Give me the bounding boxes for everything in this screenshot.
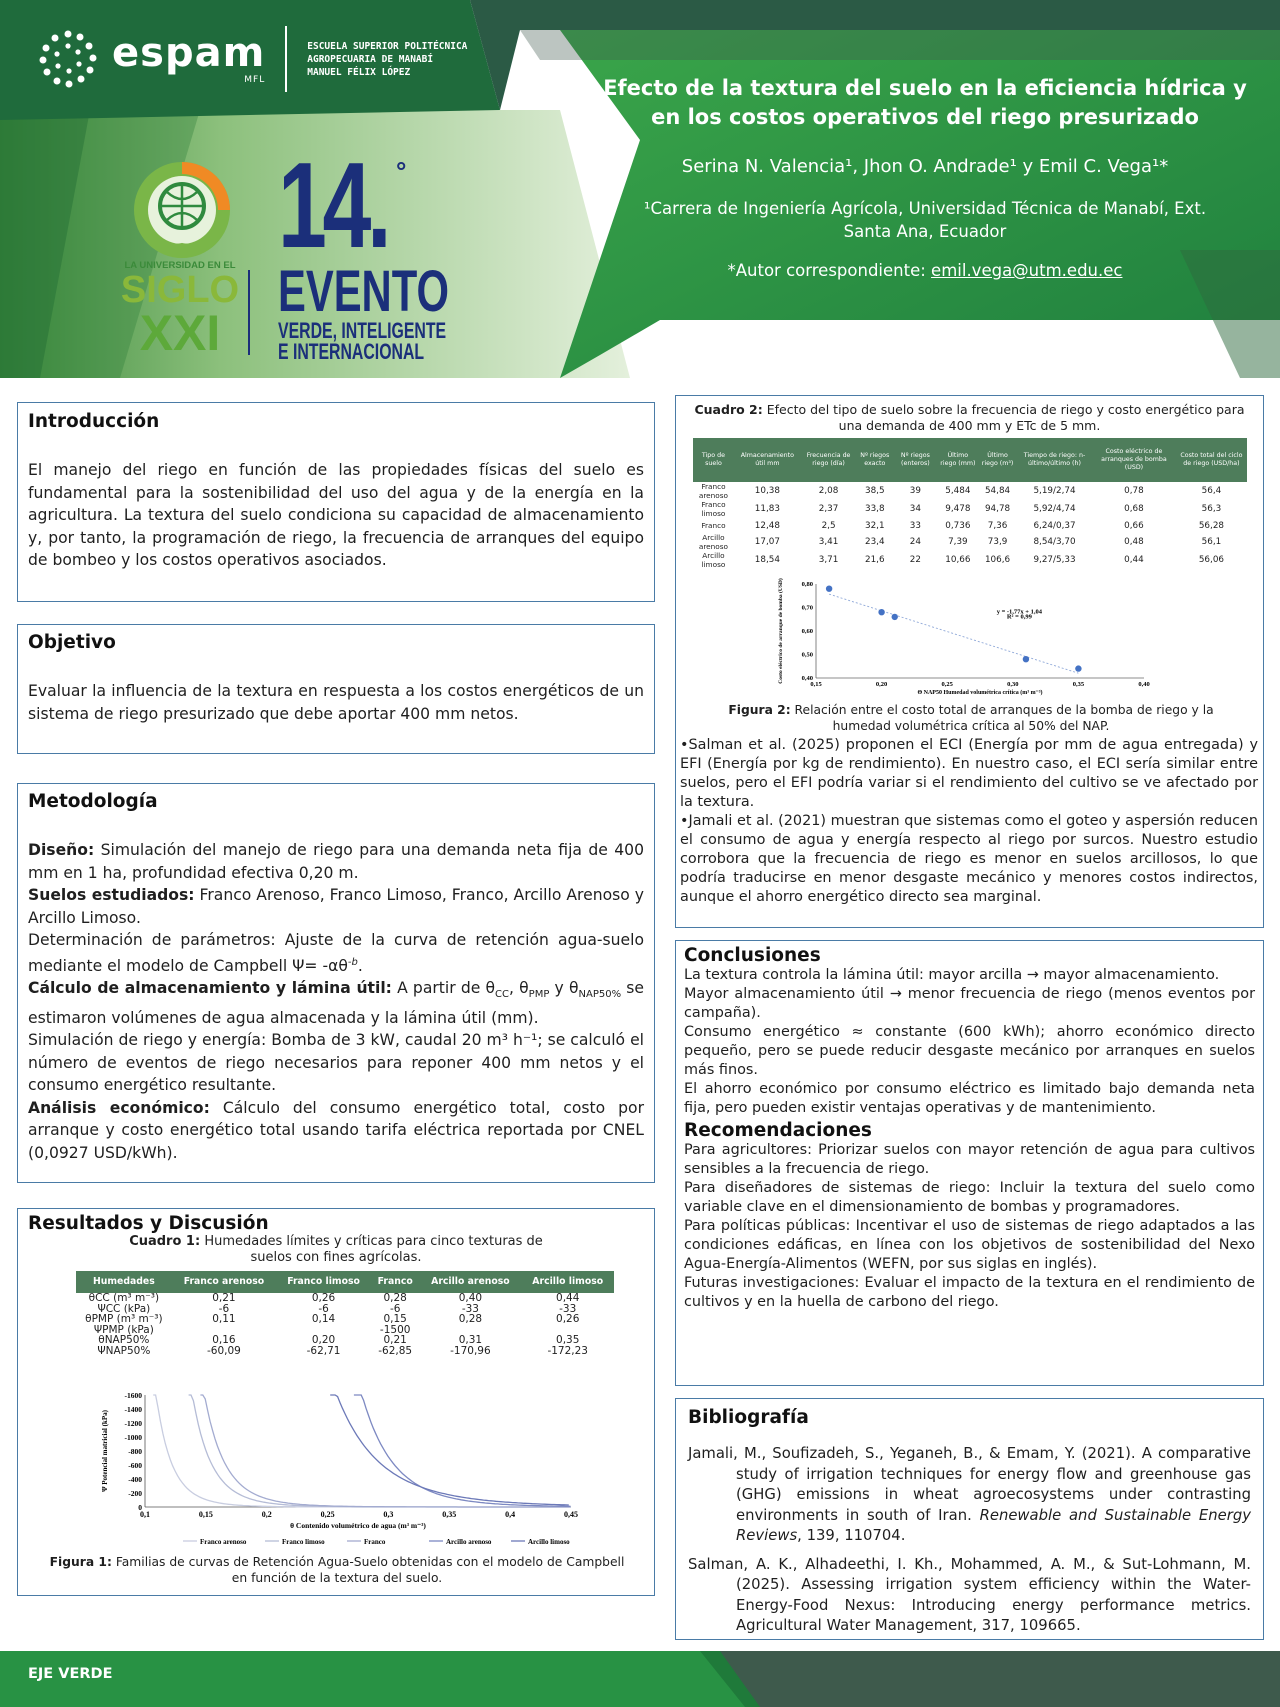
table-cell: 0,21 xyxy=(383,1334,407,1347)
authors: Serina N. Valencia¹, Jhon O. Andrade¹ y Emil C. Vega¹* xyxy=(681,156,1169,177)
method-economic xyxy=(28,1097,644,1165)
table1-caption-text: Humedades límites y críticas para cinco texturas de suelos con fines agrícolas. xyxy=(200,1234,543,1265)
discussion-paragraph-1: •Salman et al. (2025) proponen el ECI (Energía por mm de agua entregada) y EFI (Energía por kg de rendimiento). En nuestro caso, el ECI sería similar entre suelos, pero el EFI podría variar si el rendimiento del cultivo se ve afectado por la textura. xyxy=(680,737,1258,810)
table-cell: ΨCC (kPa) xyxy=(97,1302,151,1315)
poster-title xyxy=(590,74,1260,132)
table2-caption-text: Efecto del tipo de suelo sobre la frecuencia de riego y costo energético para una demanda de 400 mm y ETc de 5 mm. xyxy=(762,402,1245,433)
intro-section xyxy=(17,402,655,602)
table-cell: 12,48 xyxy=(754,520,780,531)
table-cell: 73,9 xyxy=(987,537,1008,547)
discussion-text xyxy=(680,736,1258,907)
table-row xyxy=(76,1314,614,1325)
table-row xyxy=(693,500,1247,518)
logo-wordmark: espam xyxy=(112,30,266,76)
storage-text-3: y θ xyxy=(549,979,579,998)
y-tick-label: -1400 xyxy=(124,1405,142,1414)
table-cell: 0,78 xyxy=(1124,486,1144,496)
table-cell: 56,06 xyxy=(1198,555,1225,565)
objective-text: Evaluar la influencia de la textura en respuesta a los costos energéticos de un sistema de riego presurizado que debe aportar 400 mm netos. xyxy=(28,682,644,723)
trend-line xyxy=(829,594,1078,673)
x-tick-label: 0,3 xyxy=(383,1510,394,1519)
table-header-cell: Franco limoso xyxy=(276,1271,371,1293)
table-header-cell: Almacenamiento útil mm xyxy=(734,438,801,482)
conclusion-item: Consumo energético ≈ constante (600 kWh); ahorro económico directo pequeño, pero se puede reducir desgaste mecánico por arranques en suelos más finos. xyxy=(684,1024,1255,1078)
legend-label: Franco arenoso xyxy=(200,1538,247,1546)
table2-label: Cuadro 2: xyxy=(694,402,763,417)
table-cell: 2,5 xyxy=(821,520,836,531)
table-row xyxy=(693,551,1247,569)
y-tick-label: -800 xyxy=(128,1447,142,1456)
table-cell: 0,11 xyxy=(212,1313,236,1326)
logo-divider xyxy=(285,26,287,92)
table-cell: -172,23 xyxy=(547,1344,588,1357)
table-cell: 56,28 xyxy=(1198,520,1225,531)
x-tick-label: 0,45 xyxy=(564,1510,578,1519)
espam-logo xyxy=(38,26,467,92)
table-row xyxy=(76,1325,614,1336)
table-header-cell: Nº riegos (enteros) xyxy=(893,438,937,482)
footer-band xyxy=(0,1651,1280,1707)
y-tick-label: 0,50 xyxy=(801,651,813,659)
poster-header xyxy=(0,0,1280,378)
table-cell: 23,4 xyxy=(864,537,885,547)
poster-title-block xyxy=(590,74,1260,280)
recommendations-list xyxy=(684,1141,1255,1312)
trend-equation: y = -1,77x + 1,04 xyxy=(996,608,1043,616)
storage-text-4: se estimaron volúmenes de agua almacenada y la lámina útil (mm). xyxy=(28,979,644,1027)
y-tick-label: -600 xyxy=(128,1461,142,1470)
y-tick-label: -1200 xyxy=(124,1419,142,1428)
table-cell: 0,48 xyxy=(1124,537,1144,547)
table-header-cell: Arcillo arenoso xyxy=(419,1271,521,1293)
methodology-heading: Metodología xyxy=(28,791,158,812)
table-cell: 33,8 xyxy=(864,504,885,514)
discussion-paragraph-2: •Jamali et al. (2021) muestran que sistemas como el goteo y aspersión reducen el consumo de agua y energía respecto al riego por surcos. Nuestro estudio corrobora que la frecuencia de riego es menor en suelos arcillosos, lo que podría traducirse en menor desgaste mecánico y menores costos indirectos, aunque el ahorro energético directo sea marginal. xyxy=(680,813,1258,905)
table-cell: θPMP (m³ m⁻³) xyxy=(85,1313,163,1326)
ref1-main: Jamali, M., Soufizadeh, S., Yeganeh, B., & Emam, Y. (2021). A comparative study of irrigation techniques for energy flow and greenhouse gas (GHG) emissions in wheat agroecosystems under contrasting environments in south of Iran. xyxy=(688,1445,1251,1524)
table-cell: -62,85 xyxy=(378,1344,413,1357)
reference-item xyxy=(688,1444,1251,1547)
table-cell: 0,31 xyxy=(458,1334,483,1347)
series-line xyxy=(189,1395,571,1507)
objective-heading: Objetivo xyxy=(28,632,116,653)
y-axis-label: Costo eléctrico de arranque de bomba (USD) xyxy=(778,578,784,684)
ref1-end: , 139, 110704. xyxy=(797,1527,906,1544)
corr-email-link[interactable]: emil.vega@utm.edu.ec xyxy=(931,261,1123,280)
x-tick-label: 0,2 xyxy=(261,1510,272,1519)
school-line-2: AGROPECUARIA DE MANABÍ xyxy=(307,53,434,65)
table-header-cell: Costo total del ciclo de riego (USD/ha) xyxy=(1176,438,1247,482)
table-cell: 0,35 xyxy=(556,1334,580,1347)
table-cell: 34 xyxy=(909,504,921,514)
title-line-2: en los costos operativos del riego presurizado xyxy=(651,105,1199,129)
table-cell: ΨPMP (kPa) xyxy=(93,1323,154,1336)
figure2-chart xyxy=(768,576,1148,696)
table-cell: 2,37 xyxy=(818,504,839,514)
table-cell: Franco arenoso xyxy=(698,482,729,500)
table-row xyxy=(693,482,1247,500)
table-row xyxy=(76,1335,614,1346)
table-header-cell: Arcillo limoso xyxy=(521,1271,614,1293)
table-cell: 0,15 xyxy=(383,1313,407,1326)
table-cell: 33 xyxy=(909,520,921,531)
table-cell: -170,96 xyxy=(450,1344,491,1357)
badge-top-text: LA UNIVERSIDAD EN EL xyxy=(124,260,236,271)
design-text: Simulación del manejo de riego para una demanda neta fija de 400 mm en 1 ha, profundidad efectiva 0,20 m. xyxy=(28,841,644,882)
table-cell: 3,71 xyxy=(818,555,839,565)
table2 xyxy=(693,438,1247,569)
series-line xyxy=(153,1395,569,1507)
y-tick-label: 0 xyxy=(138,1503,142,1512)
table-cell: -6 xyxy=(318,1302,329,1315)
table-cell: Arcillo limoso xyxy=(701,551,726,569)
x-tick-label: 0,20 xyxy=(875,681,888,688)
table-cell: 0,44 xyxy=(1124,555,1144,565)
reference-list xyxy=(688,1444,1251,1637)
corresponding-author xyxy=(590,261,1260,280)
table-cell: 0,28 xyxy=(383,1292,407,1305)
table-cell: θCC (m³ m⁻³) xyxy=(88,1292,160,1305)
y-tick-label: -400 xyxy=(128,1475,142,1484)
table-cell: 0,68 xyxy=(1124,504,1144,514)
economic-text: Cálculo del consumo energético total, costo por arranque y costo energético total usando tarifa eléctrica reportada por CNEL (0,0927 USD/kWh). xyxy=(28,1098,644,1162)
y-tick-label: -200 xyxy=(128,1489,142,1498)
event-sub-1: VERDE, INTELIGENTE xyxy=(278,318,447,343)
table-header-cell: Humedades xyxy=(76,1271,172,1293)
conclusion-item: El ahorro económico por consumo eléctrico es limitado bajo demanda neta fija, pero pueden existir ventajas operativas y de mantenimiento. xyxy=(684,1081,1255,1116)
table-cell: 0,40 xyxy=(458,1292,483,1305)
y-tick-label: -1000 xyxy=(124,1433,142,1442)
table-cell: 22 xyxy=(909,555,921,565)
table-cell: 18,54 xyxy=(754,555,780,565)
affiliation-line-2: Santa Ana, Ecuador xyxy=(843,222,1007,241)
table-cell: -6 xyxy=(218,1302,230,1315)
table-header-cell: Último riego (m³) xyxy=(978,438,1017,482)
reference-item: Salman, A. K., Alhadeethi, I. Kh., Mohammed, A. M., & Sut-Lohmann, M. (2025). Assessing irrigation system efficiency within the Water-Energy-Food Nexus: Introducing energy performance metrics. Agricultural Water Management, 317, 109665. xyxy=(688,1555,1251,1634)
logo-sub: MFL xyxy=(244,75,266,85)
storage-label: Cálculo de almacenamiento y lámina útil: xyxy=(28,979,392,998)
fig2-caption-text: Relación entre el costo total de arranques de la bomba de riego y la humedad volumétrica crítica al 50% del NAP. xyxy=(790,703,1214,733)
school-line-1: ESCUELA SUPERIOR POLITÉCNICA xyxy=(307,40,468,52)
table-cell: 5,92/4,74 xyxy=(1033,504,1076,514)
espam-dots-icon xyxy=(38,29,98,89)
table-cell: 3,41 xyxy=(818,537,839,547)
table-cell: 32,1 xyxy=(864,520,885,531)
table-cell: 2,08 xyxy=(818,486,839,496)
table-cell: 0,14 xyxy=(311,1313,336,1326)
x-tick-label: 0,25 xyxy=(941,681,953,688)
table-cell: -6 xyxy=(389,1302,401,1315)
x-tick-label: 0,25 xyxy=(320,1510,335,1519)
fig2-label: Figura 2: xyxy=(728,703,791,717)
table-cell: -33 xyxy=(559,1302,577,1315)
design-label: Diseño: xyxy=(28,841,95,859)
table-header-cell: Nº riegos exacto xyxy=(856,438,893,482)
intro-heading: Introducción xyxy=(28,411,160,432)
affiliation xyxy=(590,197,1260,243)
recommendation-item: Para políticas públicas: Incentivar el uso de sistemas de riego adaptados a las condiciones edáficas, en línea con los objetivos de sostenibilidad del Nexo Agua-Energía-Alimentos (WEFN, por sus siglas en inglés). xyxy=(684,1218,1255,1272)
economic-label: Análisis económico: xyxy=(28,1098,210,1117)
recommendation-item: Futuras investigaciones: Evaluar el impacto de la textura en el rendimiento de cultivos y en la huella de carbono del riego. xyxy=(684,1275,1255,1310)
table-cell: 5,19/2,74 xyxy=(1033,486,1076,496)
table-cell: 8,54/3,70 xyxy=(1033,537,1076,547)
table-cell: 0,44 xyxy=(556,1292,580,1305)
badge-xxi-text: XXI xyxy=(139,305,221,361)
table-cell: Arcillo arenoso xyxy=(698,533,729,551)
y-tick-label: 0,80 xyxy=(801,581,813,588)
fig1-label: Figura 1: xyxy=(49,1555,112,1569)
table-cell: 0,20 xyxy=(311,1334,336,1347)
figure1-caption xyxy=(48,1554,626,1586)
recommendation-item: Para diseñadores de sistemas de riego: Incluir la textura del suelo como variable clave en el dimensionamiento de bombas y programadores. xyxy=(684,1180,1255,1215)
school-line-3: MANUEL FÉLIX LÓPEZ xyxy=(307,66,411,78)
legend-label: Franco limoso xyxy=(282,1538,325,1546)
table-cell: 10,66 xyxy=(945,555,971,565)
y-axis-label: Ψ Potencial matricial (kPa) xyxy=(101,1410,109,1492)
x-axis-label: θ Contenido volumétrico de agua (m³ m⁻³) xyxy=(290,1521,426,1530)
footer-label: EJE VERDE xyxy=(28,1666,113,1682)
fig1-caption-text: Familias de curvas de Retención Agua-Suelo obtenidas con el modelo de Campbell en función de la textura del suelo. xyxy=(111,1555,625,1585)
table-cell: -1500 xyxy=(379,1323,411,1336)
storage-text-2: , θ xyxy=(509,979,529,998)
table-cell: Franco xyxy=(701,521,726,530)
table-header-cell: Frecuencia de riego (día) xyxy=(801,438,857,482)
table-cell: 7,39 xyxy=(948,537,968,547)
table1 xyxy=(76,1271,614,1356)
data-point xyxy=(1075,665,1081,671)
table-cell: Franco limoso xyxy=(701,500,726,518)
conclusion-item: La textura controla la lámina útil: mayor arcilla → mayor almacenamiento. xyxy=(684,967,1220,983)
params-end: . xyxy=(357,956,363,975)
siglo-xxi-badge xyxy=(120,150,240,360)
x-tick-label: 0,30 xyxy=(1007,681,1019,688)
corr-label: *Autor correspondiente: xyxy=(727,261,932,280)
data-point xyxy=(826,586,832,592)
badge-siglo-text: SIGLO xyxy=(120,269,240,311)
figure1-chart xyxy=(93,1389,593,1549)
table-cell: θNAP50% xyxy=(98,1334,150,1347)
event-number: 14. xyxy=(278,137,388,273)
table-header-cell: Último riego (mm) xyxy=(938,438,979,482)
table-header-cell: Tipo de suelo xyxy=(693,438,734,482)
x-tick-label: 0,4 xyxy=(505,1510,516,1519)
data-point xyxy=(878,609,884,615)
event-sub-2: E INTERNACIONAL xyxy=(278,339,425,364)
table-row xyxy=(693,533,1247,551)
table-cell: 9,478 xyxy=(945,504,971,514)
results-section xyxy=(17,1208,655,1596)
storage-sub-1: CC xyxy=(495,989,509,1001)
table-cell: 5,484 xyxy=(945,486,971,496)
x-tick-label: 0,35 xyxy=(442,1510,457,1519)
legend-label: Franco xyxy=(364,1538,386,1546)
title-line-1: Efecto de la textura del suelo en la eficiencia hídrica y xyxy=(603,76,1247,100)
table-cell: 11,83 xyxy=(754,504,780,514)
table-cell: 21,6 xyxy=(864,555,885,565)
table-cell: 54,84 xyxy=(984,486,1011,496)
table-cell: 0,26 xyxy=(311,1292,336,1305)
x-tick-label: 0,15 xyxy=(198,1510,213,1519)
y-tick-label: 0,60 xyxy=(801,628,813,635)
table-row xyxy=(76,1293,614,1304)
table-header-cell: Franco xyxy=(371,1271,419,1293)
table-cell: 9,27/5,33 xyxy=(1033,555,1076,565)
table-cell: 56,4 xyxy=(1201,486,1222,496)
table-cell: 0,28 xyxy=(458,1313,483,1326)
x-axis-label: Θ NAP50 Humedad volumétrica crítica (m³ m⁻³) xyxy=(917,690,1043,696)
method-soils xyxy=(28,884,644,929)
soils-label: Suelos estudiados: xyxy=(28,886,195,904)
table1-label: Cuadro 1: xyxy=(129,1234,201,1249)
conclusions-list xyxy=(684,966,1255,1118)
trend-r2: R² = 0,99 xyxy=(1006,613,1032,621)
school-name xyxy=(307,40,467,79)
method-storage xyxy=(28,977,644,1029)
results-heading: Resultados y Discusión xyxy=(28,1213,269,1234)
params-text: Determinación de parámetros: Ajuste de la curva de retención agua-suelo mediante el modelo de Campbell Ψ= -αθ xyxy=(28,931,644,975)
methodology-section xyxy=(17,783,655,1183)
table-cell: 0,736 xyxy=(945,520,971,531)
table-cell: 7,36 xyxy=(987,520,1008,531)
series-line xyxy=(330,1395,569,1505)
badge-divider xyxy=(248,270,250,355)
conclusion-item: Mayor almacenamiento útil → menor frecuencia de riego (menos eventos por campaña). xyxy=(684,986,1255,1021)
table-cell: 0,66 xyxy=(1124,520,1144,531)
table-cell: 106,6 xyxy=(984,555,1011,565)
table-row xyxy=(76,1346,614,1357)
event-word: EVENTO xyxy=(278,259,449,324)
x-tick-label: 0,40 xyxy=(1138,681,1150,688)
x-tick-label: 0,15 xyxy=(810,681,822,688)
table-cell: -33 xyxy=(461,1302,479,1315)
table-cell: -62,71 xyxy=(306,1344,341,1357)
table2-caption xyxy=(681,402,1258,434)
table-cell: 24 xyxy=(909,537,921,547)
table1-caption xyxy=(28,1234,644,1266)
table-cell: ΨNAP50% xyxy=(97,1344,151,1357)
table-cell: 39 xyxy=(909,486,921,496)
table-header-cell: Costo eléctrico de arranques de bomba (USD) xyxy=(1092,438,1176,482)
table-cell: 38,5 xyxy=(864,486,885,496)
recommendations-heading: Recomendaciones xyxy=(684,1120,872,1141)
conclusions-section xyxy=(675,940,1264,1386)
table-cell: 0,21 xyxy=(212,1292,236,1305)
bibliography-heading: Bibliografía xyxy=(688,1407,809,1428)
recommendation-item: Para agricultores: Priorizar suelos con mayor retención de agua para cultivos sensibles a la frecuencia de riego. xyxy=(684,1142,1255,1177)
legend-label: Arcillo limoso xyxy=(528,1538,570,1546)
method-simulation: Simulación de riego y energía: Bomba de 3 kW, caudal 20 m³ h⁻¹; se calculó el número de eventos de riego necesarios para reponer 400 mm netos y el consumo energético resultante. xyxy=(28,1031,644,1095)
storage-sub-2: PMP xyxy=(528,989,550,1001)
storage-text-1: A partir de θ xyxy=(391,979,496,998)
soils-text: Franco Arenoso, Franco Limoso, Franco, Arcillo Arenoso y Arcillo Limoso. xyxy=(28,886,645,927)
data-point xyxy=(1023,656,1029,662)
legend-label: Arcillo arenoso xyxy=(446,1538,492,1546)
table2-section xyxy=(675,395,1264,928)
params-sup: -b xyxy=(347,956,358,968)
series-line xyxy=(354,1395,571,1506)
table-cell: 56,1 xyxy=(1201,537,1222,547)
table-header-cell: Franco arenoso xyxy=(172,1271,276,1293)
affiliation-line-1: ¹Carrera de Ingeniería Agrícola, Universidad Técnica de Manabí, Ext. xyxy=(643,199,1207,218)
table-cell: 10,38 xyxy=(754,486,780,496)
table-cell: 0,26 xyxy=(556,1313,580,1326)
objective-section xyxy=(17,624,655,754)
table-row xyxy=(693,518,1247,533)
conclusions-heading: Conclusiones xyxy=(684,945,821,966)
method-design xyxy=(28,839,644,884)
y-tick-label: -1600 xyxy=(124,1391,142,1400)
y-tick-label: 0,70 xyxy=(801,604,813,612)
x-tick-label: 0,35 xyxy=(1072,681,1085,688)
table-cell: 0,16 xyxy=(212,1334,236,1347)
event-title xyxy=(278,137,515,364)
table-cell: -60,09 xyxy=(206,1344,241,1357)
ref1-journal: Renewable and Sustainable Energy Reviews xyxy=(736,1506,1251,1544)
figure2-caption xyxy=(706,702,1236,734)
data-point xyxy=(892,614,898,620)
x-tick-label: 0,1 xyxy=(140,1510,150,1519)
table-cell: 56,3 xyxy=(1201,504,1222,514)
bibliography-section xyxy=(675,1398,1264,1640)
event-degree: ° xyxy=(396,156,407,186)
method-params xyxy=(28,929,644,977)
table-cell: 94,78 xyxy=(984,504,1011,514)
table-cell: 6,24/0,37 xyxy=(1033,520,1076,531)
table-header-cell: Tiempo de riego: n-último/último (h) xyxy=(1017,438,1092,482)
storage-sub-3: NAP50% xyxy=(578,989,622,1001)
y-tick-label: 0,40 xyxy=(801,675,813,682)
methodology-text xyxy=(28,839,644,1164)
table-cell: 17,07 xyxy=(754,537,780,547)
intro-text: El manejo del riego en función de las propiedades físicas del suelo es fundamental para la sostenibilidad del uso del agua y de la energía en la agricultura. La textura del suelo condiciona su capacidad de almacenamiento y, por tanto, la programación de riego, la frecuencia de arranques del equipo de bombeo y los costos operativos asociados. xyxy=(28,461,644,569)
